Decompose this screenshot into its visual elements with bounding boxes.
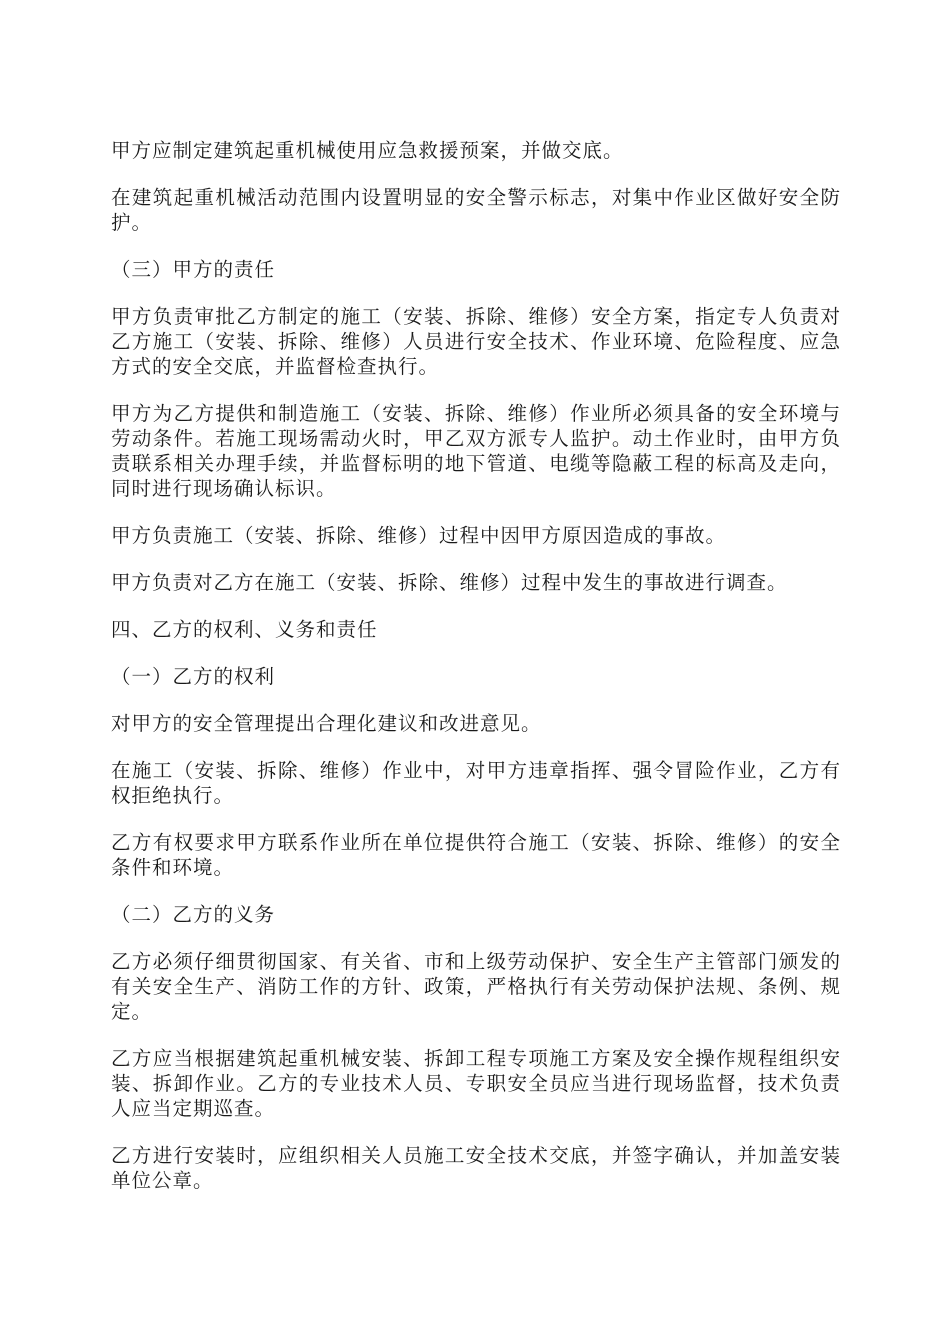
paragraph-emergency-plan: 甲方应制定建筑起重机械使用应急救援预案，并做交底。	[111, 139, 624, 162]
heading-party-b-obligations: （二）乙方的义务	[111, 903, 276, 926]
heading-party-b-rights: （一）乙方的权利	[111, 665, 276, 688]
paragraph-accident-investigation: 甲方负责对乙方在施工（安装、拆除、维修）过程中发生的事故进行调查。	[111, 571, 788, 594]
paragraph-accident-responsibility: 甲方负责施工（安装、拆除、维修）过程中因甲方原因造成的事故。	[111, 524, 727, 547]
paragraph-follow-regulations: 乙方必须仔细贯彻国家、有关省、市和上级劳动保护、安全生产主管部门颁发的有关安全生产、消防工作的方针、政策，严格执行有关劳动保护法规、条例、规定。	[111, 950, 841, 1023]
heading-party-b-section: 四、乙方的权利、义务和责任	[111, 618, 378, 641]
paragraph-approve-safety-plan: 甲方负责审批乙方制定的施工（安装、拆除、维修）安全方案，指定专人负责对乙方施工（安装、拆除、维修）人员进行安全技术、作业环境、危险程度、应急方式的安全交底，并监督检查执行。	[111, 305, 841, 378]
heading-party-a-responsibility: （三）甲方的责任	[111, 258, 276, 281]
paragraph-warning-signs: 在建筑起重机械活动范围内设置明显的安全警示标志，对集中作业区做好安全防护。	[111, 186, 841, 234]
paragraph-provide-conditions: 甲方为乙方提供和制造施工（安装、拆除、维修）作业所必须具备的安全环境与劳动条件。若施工现场需动火时，甲乙双方派专人监护。动土作业时，由甲方负责联系相关办理手续，并监督标明的地下管道、电缆等隐蔽工程的标高及走向，同时进行现场确认标识。	[111, 402, 841, 500]
paragraph-request-conditions: 乙方有权要求甲方联系作业所在单位提供符合施工（安装、拆除、维修）的安全条件和环境。	[111, 831, 841, 879]
document-body	[111, 138, 841, 1215]
paragraph-suggestions: 对甲方的安全管理提出合理化建议和改进意见。	[111, 712, 542, 735]
paragraph-installation-plan: 乙方应当根据建筑起重机械安装、拆卸工程专项施工方案及安全操作规程组织安装、拆卸作业。乙方的专业技术人员、专职安全员应当进行现场监督，技术负责人应当定期巡查。	[111, 1047, 841, 1120]
paragraph-refuse-violations: 在施工（安装、拆除、维修）作业中，对甲方违章指挥、强令冒险作业，乙方有权拒绝执行。	[111, 759, 841, 807]
paragraph-safety-briefing: 乙方进行安装时，应组织相关人员施工安全技术交底，并签字确认，并加盖安装单位公章。	[111, 1144, 841, 1192]
